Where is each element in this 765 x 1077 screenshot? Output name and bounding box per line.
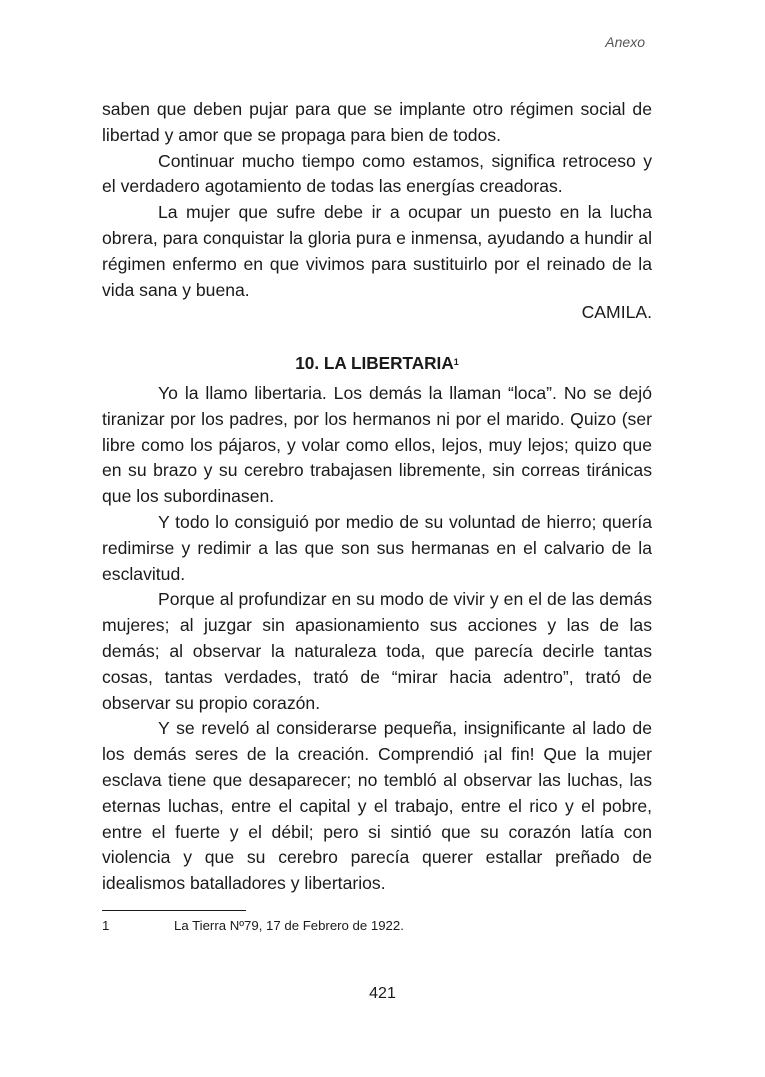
section-title [102, 351, 652, 377]
footnote-number: 1 [102, 918, 110, 933]
paragraph: Continuar mucho tiempo como estamos, significa retroceso y el verdadero agotamiento de todas las energías creadoras. [102, 150, 652, 197]
footnote-marker[interactable]: 1 [453, 357, 459, 367]
paragraph-continuation: saben que deben pujar para que se implante otro régimen social de libertad y amor que se propaga para bien de todos. [102, 99, 652, 145]
footnote-divider [102, 910, 246, 911]
paragraph: Y todo lo consiguió por medio de su voluntad de hierro; quería redimirse y redimir a las que son sus hermanas en el calvario de la esclavitud. [102, 511, 652, 584]
paragraph: La mujer que sufre debe ir a ocupar un puesto en la lucha obrera, para conquistar la gloria pura e inmensa, ayudando a hundir al régimen enfermo en que vivimos para sustituirlo por el reinado de la vida sana y buena. [102, 202, 652, 300]
running-head: Anexo [605, 34, 645, 50]
paragraph: Y se reveló al considerarse pequeña, insignificante al lado de los demás seres de la creación. Comprendió ¡al fin! Que la mujer esclava tiene que desaparecer; no tembló al observar las luchas, las eternas luchas, entre el capital y el trabajo, entre el rico y el pobre, entre el fuerte y el débil; pero si sintió que su corazón latía con violencia y que su cerebro parecía querer estallar preñado de idealismos batalladores y libertarios. [102, 718, 652, 894]
first-section-body [102, 97, 652, 303]
page-number: 421 [369, 985, 396, 1002]
signature: CAMILA. [581, 302, 652, 322]
paragraph: Porque al profundizar en su modo de vivir y en el de las demás mujeres; al juzgar sin apasionamiento sus acciones y las de las demás; al observar la naturaleza toda, que parecía decirle tantas cosas, tantas verdades, trató de “mirar hacia adentro”, trató de observar su propio corazón. [102, 589, 652, 713]
footnote-text: La Tierra Nº79, 17 de Febrero de 1922. [174, 918, 404, 933]
paragraph: Yo la llamo libertaria. Los demás la llaman “loca”. No se dejó tiranizar por los padres, por los hermanos ni por el marido. Quizo (ser libre como los pájaros, y volar como ellos, lejos, muy lejos; quizo que en su brazo y su cerebro trabajasen libremente, sin correas tiránicas que los subordinasen. [102, 383, 652, 507]
footnote [102, 917, 652, 935]
second-section-body [102, 381, 652, 897]
section-title-text: 10. LA LIBERTARIA [295, 353, 454, 373]
